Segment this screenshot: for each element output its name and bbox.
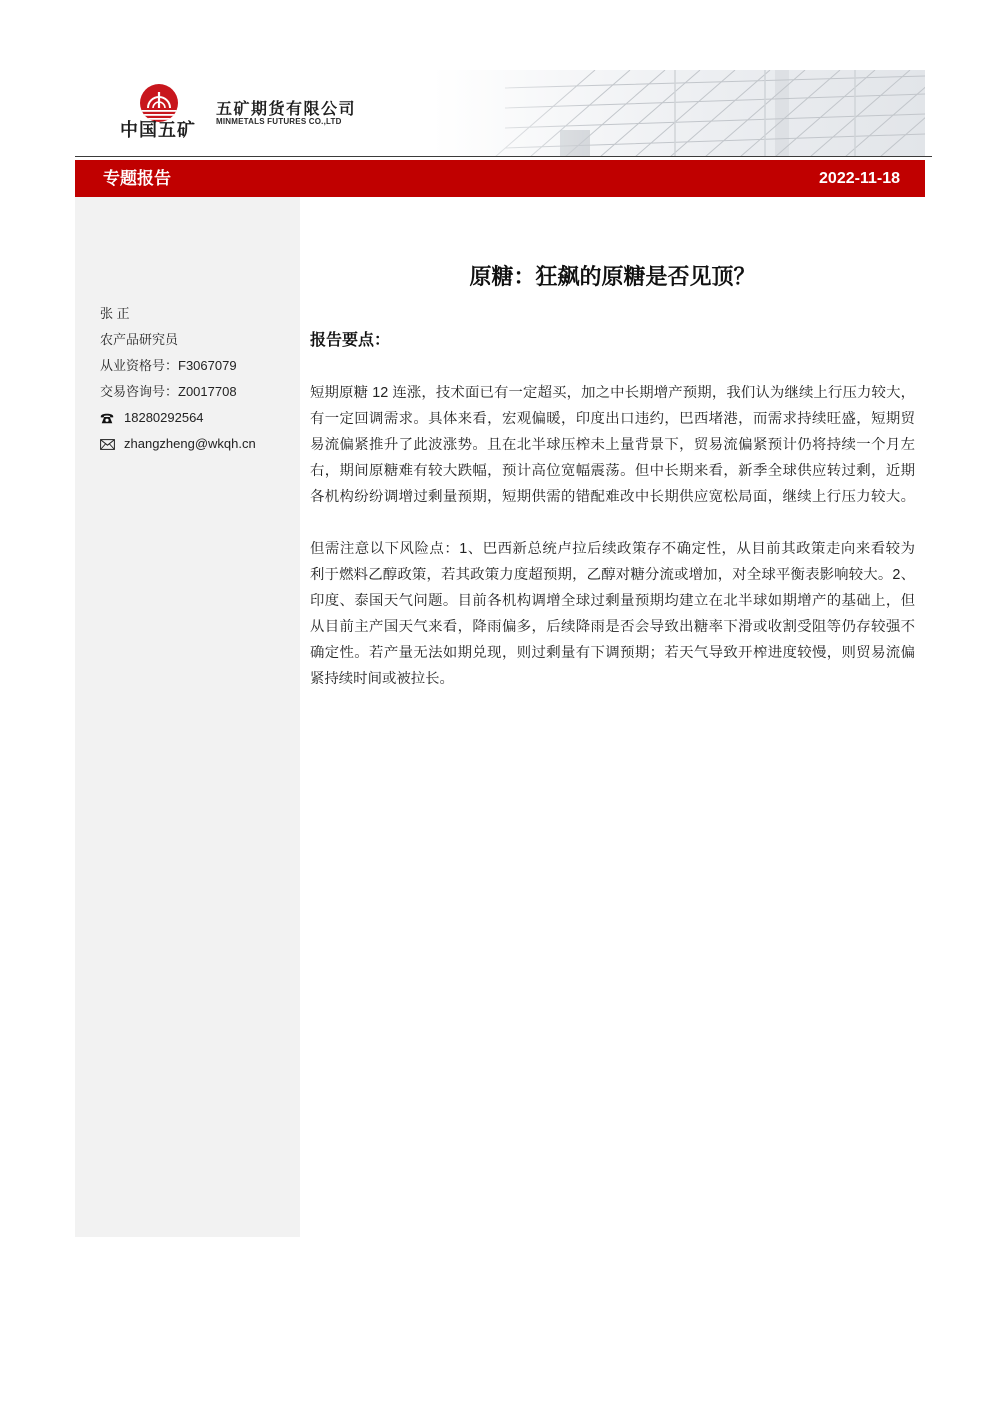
report-header: [75, 70, 925, 157]
email-row: [100, 431, 295, 457]
report-title: 原糖：狂飙的原糖是否见顶？: [469, 264, 756, 289]
paragraph-line: 易流偏紧推升了此波涨势。且在北半球压榨未上量背景下，贸易流偏紧预计仍将持续一个月左: [310, 437, 915, 453]
telephone-icon: [100, 405, 124, 431]
header-divider: [75, 156, 932, 157]
paragraph-line: 确定性。若产量无法如期兑现，则过剩量有下调预期；若天气导致开榨进度较慢，则贸易流偏: [310, 645, 915, 661]
paragraph-line: 有一定回调需求。具体来看，宏观偏暖，印度出口违约，巴西堵港，而需求持续旺盛，短期贸: [310, 411, 915, 427]
author-sidebar: [75, 197, 300, 1237]
email-address: zhangzheng@wkqh.cn: [124, 436, 256, 451]
paragraph-line: 短期原糖 12 连涨，技术面已有一定超买，加之中长期增产预期，我们认为继续上行压力较大，: [310, 385, 915, 401]
summary-paragraph-2: [310, 536, 915, 692]
company-name-cn: 五矿期货有限公司: [216, 101, 357, 118]
qualification-number: 从业资格号：F3067079: [100, 358, 237, 373]
phone-number: 18280292564: [124, 410, 204, 425]
phone-row: [100, 405, 295, 431]
author-name: 张 正: [100, 306, 130, 321]
header-architecture-graphic: [75, 70, 925, 157]
report-category: 专题报告: [103, 169, 171, 188]
consulting-number: 交易咨询号：Z0017708: [100, 384, 237, 399]
paragraph-line: 各机构纷纷调增过剩量预期，短期供需的错配难改中长期供应宽松局面，继续上行压力较大。: [310, 489, 915, 505]
paragraph-line: 印度、泰国天气问题。目前各机构调增全球过剩量预期均建立在北半球如期增产的基础上，但: [310, 593, 915, 609]
paragraph-line: 利于燃料乙醇政策，若其政策力度超预期，乙醇对糖分流或增加，对全球平衡表影响较大。2、: [310, 567, 915, 583]
paragraph-line: 紧持续时间或被拉长。: [310, 671, 454, 687]
logo-text: 中国五矿: [120, 120, 196, 140]
company-name-en: MINMETALS FUTURES CO.,LTD: [216, 117, 342, 126]
report-type-banner: [75, 160, 925, 197]
paragraph-line: 右，期间原糖难有较大跌幅，预计高位宽幅震荡。但中长期来看，新季全球供应转过剩，近期: [310, 463, 915, 479]
minmetals-emblem-icon: [139, 83, 179, 123]
report-date: 2022-11-18: [819, 170, 900, 187]
section-heading: 报告要点：: [310, 332, 391, 349]
summary-paragraph-1: [310, 380, 915, 510]
paragraph-line: 但需注意以下风险点：1、巴西新总统卢拉后续政策存不确定性，从目前其政策走向来看较为: [310, 541, 915, 557]
author-role: 农产品研究员: [100, 332, 179, 347]
author-info: [100, 301, 295, 457]
envelope-icon: [100, 431, 124, 457]
paragraph-line: 从目前主产国天气来看，降雨偏多，后续降雨是否会导致出糖率下滑或收割受阻等仍存较强不: [310, 619, 915, 635]
